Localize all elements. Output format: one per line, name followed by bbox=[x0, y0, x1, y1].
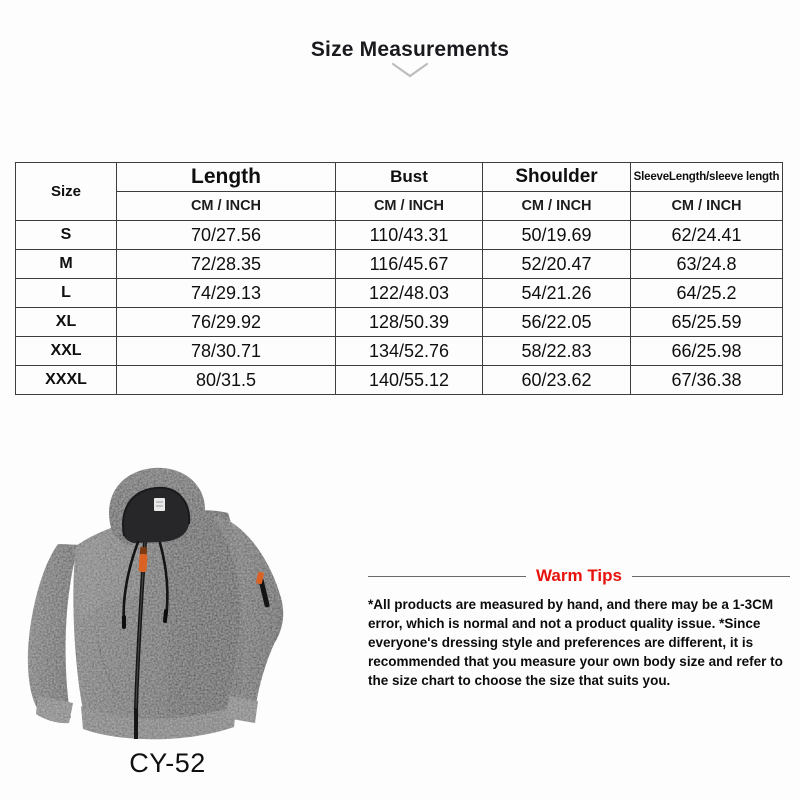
unit-header-shoulder: CM / INCH bbox=[483, 192, 631, 221]
size-cell: XL bbox=[16, 308, 117, 337]
measurement-cell: 56/22.05 bbox=[483, 308, 631, 337]
measurement-cell: 65/25.59 bbox=[631, 308, 783, 337]
table-row bbox=[16, 279, 783, 308]
measurement-cell: 70/27.56 bbox=[117, 221, 336, 250]
size-table bbox=[15, 162, 783, 395]
measurement-cell: 50/19.69 bbox=[483, 221, 631, 250]
size-cell: M bbox=[16, 250, 117, 279]
unit-header-length: CM / INCH bbox=[117, 192, 336, 221]
size-cell: XXL bbox=[16, 337, 117, 366]
size-cell: XXXL bbox=[16, 366, 117, 395]
measurement-cell: 60/23.62 bbox=[483, 366, 631, 395]
table-row bbox=[16, 221, 783, 250]
table-row bbox=[16, 308, 783, 337]
unit-header-bust: CM / INCH bbox=[336, 192, 483, 221]
column-header-length: Length bbox=[117, 163, 336, 192]
measurement-cell: 122/48.03 bbox=[336, 279, 483, 308]
measurement-cell: 64/25.2 bbox=[631, 279, 783, 308]
table-row bbox=[16, 337, 783, 366]
measurement-cell: 80/31.5 bbox=[117, 366, 336, 395]
chevron-down-icon bbox=[391, 62, 429, 79]
measurement-cell: 76/29.92 bbox=[117, 308, 336, 337]
column-header-sleeve: SleeveLength/sleeve length bbox=[631, 163, 783, 192]
size-cell: S bbox=[16, 221, 117, 250]
page-title: Size Measurements bbox=[310, 38, 510, 61]
product-code-label: CY-52 bbox=[129, 748, 206, 778]
divider-right bbox=[632, 576, 790, 577]
warm-tips-text: *All products are measured by hand, and there may be a 1-3CM error, which is normal and not a product quality issue. *Since everyone's dressing style and preferences are different, it is recommended that you measure your own body size and refer to the size chart to choose the size that suits you. bbox=[368, 597, 783, 688]
unit-header-sleeve: CM / INCH bbox=[631, 192, 783, 221]
column-header-bust: Bust bbox=[336, 163, 483, 192]
measurement-cell: 52/20.47 bbox=[483, 250, 631, 279]
warm-tips-heading: Warm Tips bbox=[536, 566, 622, 585]
divider-left bbox=[368, 576, 526, 577]
measurement-cell: 67/36.38 bbox=[631, 366, 783, 395]
measurement-cell: 63/24.8 bbox=[631, 250, 783, 279]
measurement-cell: 116/45.67 bbox=[336, 250, 483, 279]
measurement-cell: 110/43.31 bbox=[336, 221, 483, 250]
measurement-cell: 134/52.76 bbox=[336, 337, 483, 366]
column-header-size: Size bbox=[16, 163, 117, 221]
warm-tips-section bbox=[368, 566, 790, 690]
measurement-cell: 128/50.39 bbox=[336, 308, 483, 337]
size-cell: L bbox=[16, 279, 117, 308]
measurement-cell: 66/25.98 bbox=[631, 337, 783, 366]
product-image-hoodie bbox=[18, 446, 348, 748]
measurement-cell: 74/29.13 bbox=[117, 279, 336, 308]
measurement-cell: 62/24.41 bbox=[631, 221, 783, 250]
measurement-cell: 78/30.71 bbox=[117, 337, 336, 366]
size-table-body bbox=[16, 221, 783, 395]
measurement-cell: 72/28.35 bbox=[117, 250, 336, 279]
table-row bbox=[16, 250, 783, 279]
measurement-cell: 58/22.83 bbox=[483, 337, 631, 366]
measurement-cell: 54/21.26 bbox=[483, 279, 631, 308]
measurement-cell: 140/55.12 bbox=[336, 366, 483, 395]
column-header-shoulder: Shoulder bbox=[483, 163, 631, 192]
table-row bbox=[16, 366, 783, 395]
